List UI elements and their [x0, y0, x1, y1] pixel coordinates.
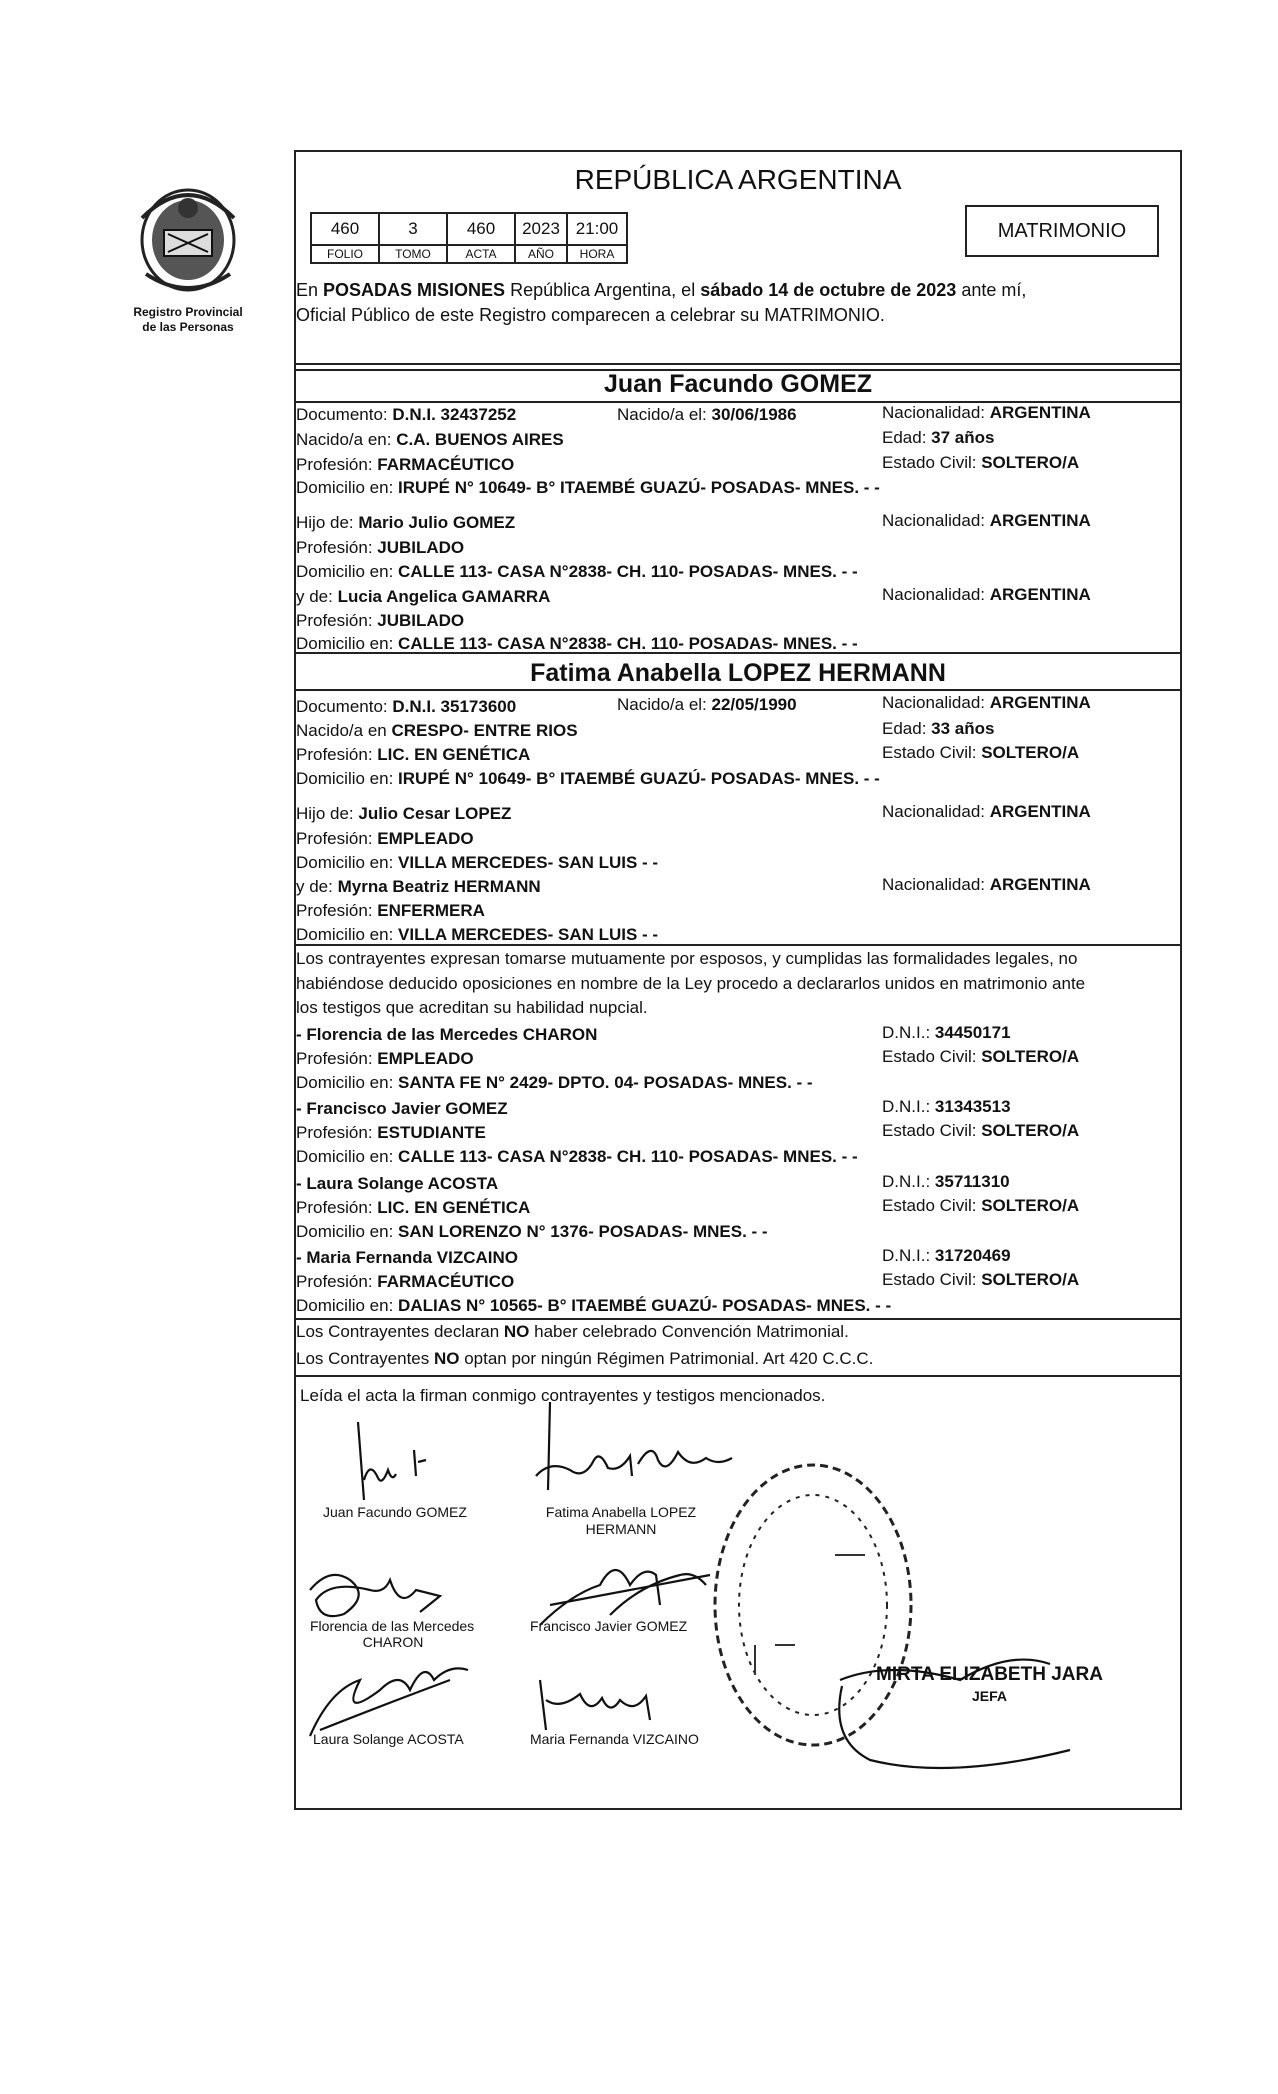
registry-name-line1: Registro Provincial	[133, 305, 243, 319]
groom-nationality: Nacionalidad: ARGENTINA	[882, 403, 1091, 422]
bride-profession: Profesión: LIC. EN GENÉTICA	[296, 745, 531, 764]
official-name: MIRTA ELIZABETH JARA	[876, 1664, 1103, 1685]
witness-2-dni: D.N.I.: 31343513	[882, 1097, 1011, 1116]
divider	[294, 363, 1182, 365]
record-acta: 460	[447, 213, 515, 245]
witness-4-dni: D.N.I.: 31720469	[882, 1246, 1011, 1265]
record-time: 21:00	[567, 213, 627, 245]
record-label-year: AÑO	[515, 245, 567, 263]
groom-mother-profession: Profesión: JUBILADO	[296, 611, 465, 630]
witness-2-profession: Profesión: ESTUDIANTE	[296, 1123, 486, 1142]
bride-name: Fatima Anabella LOPEZ HERMANN	[530, 659, 946, 687]
bride-age: Edad: 33 años	[882, 719, 995, 738]
bride-address: Domicilio en: IRUPÉ N° 10649- B° ITAEMBÉ GUAZÚ- POSADAS- MNES. - -	[296, 769, 880, 788]
witness-2-name: - Francisco Javier GOMEZ	[296, 1099, 508, 1118]
groom-father-profession: Profesión: JUBILADO	[296, 538, 465, 557]
groom-father-nationality: Nacionalidad: ARGENTINA	[882, 511, 1091, 530]
intro-line1: En POSADAS MISIONES República Argentina, el sábado 14 de octubre de 2023 ante mí,	[296, 280, 1027, 300]
country-title: REPÚBLICA ARGENTINA	[574, 164, 902, 195]
bride-mother-profession: Profesión: ENFERMERA	[296, 901, 485, 920]
witness-3-civil-status: Estado Civil: SOLTERO/A	[882, 1196, 1080, 1215]
groom-address: Domicilio en: IRUPÉ N° 10649- B° ITAEMBÉ GUAZÚ- POSADAS- MNES. - -	[296, 478, 880, 497]
registry-emblem	[128, 178, 248, 302]
record-table	[310, 212, 628, 264]
declaration-line3: los testigos que acreditan su habilidad nupcial.	[296, 998, 648, 1017]
witness-1-signature-label1: Florencia de las Mercedes	[310, 1618, 475, 1634]
official-title: JEFA	[972, 1688, 1008, 1704]
witness-4-name: - Maria Fernanda VIZCAINO	[296, 1248, 518, 1267]
record-label-time: HORA	[567, 245, 627, 263]
declaration-line2: habiéndose deducido oposiciones en nombre de la Ley procedo a declararlos unidos en matrimonio ante	[296, 974, 1086, 993]
groom-document: Documento: D.N.I. 32437252	[296, 405, 517, 424]
witness-3-profession: Profesión: LIC. EN GENÉTICA	[296, 1198, 531, 1217]
witness-3-signature-label: Laura Solange ACOSTA	[313, 1731, 464, 1747]
witness-1-civil-status: Estado Civil: SOLTERO/A	[882, 1047, 1080, 1066]
bride-father-address: Domicilio en: VILLA MERCEDES- SAN LUIS - -	[296, 853, 659, 872]
divider	[294, 689, 1182, 691]
witness-4-address: Domicilio en: DALIAS N° 10565- B° ITAEMBÉ GUAZÚ- POSADAS- MNES. - -	[296, 1296, 892, 1315]
closing-statement: Leída el acta la firman conmigo contrayentes y testigos mencionados.	[300, 1386, 826, 1405]
groom-birthplace: Nacido/a en: C.A. BUENOS AIRES	[296, 430, 564, 449]
witness-1-address: Domicilio en: SANTA FE N° 2429- DPTO. 04- POSADAS- MNES. - -	[296, 1073, 813, 1092]
divider	[294, 1375, 1182, 1377]
bride-nationality: Nacionalidad: ARGENTINA	[882, 693, 1091, 712]
witness-1-name: - Florencia de las Mercedes CHARON	[296, 1025, 598, 1044]
bride-signature-label1: Fatima Anabella LOPEZ	[545, 1504, 697, 1520]
bride-mother-nationality: Nacionalidad: ARGENTINA	[882, 875, 1091, 894]
bride-document: Documento: D.N.I. 35173600	[296, 697, 517, 716]
bride-mother: y de: Myrna Beatriz HERMANN	[296, 877, 541, 896]
witness-4-signature	[530, 1670, 670, 1740]
groom-name: Juan Facundo GOMEZ	[603, 370, 873, 398]
witness-1-dni: D.N.I.: 34450171	[882, 1023, 1011, 1042]
bride-father-nationality: Nacionalidad: ARGENTINA	[882, 802, 1091, 821]
witness-4-civil-status: Estado Civil: SOLTERO/A	[882, 1270, 1080, 1289]
registry-name-line2: de las Personas	[142, 320, 234, 334]
record-year: 2023	[515, 213, 567, 245]
bride-mother-address: Domicilio en: VILLA MERCEDES- SAN LUIS - -	[296, 925, 659, 944]
record-label-acta: ACTA	[447, 245, 515, 263]
convention-line1: Los Contrayentes declaran NO haber celebrado Convención Matrimonial.	[296, 1322, 849, 1341]
witness-4-signature-label: Maria Fernanda VIZCAINO	[530, 1731, 699, 1747]
divider	[294, 1318, 1182, 1320]
groom-mother-nationality: Nacionalidad: ARGENTINA	[882, 585, 1091, 604]
bride-birthdate: Nacido/a el: 22/05/1990	[617, 695, 797, 714]
witness-3-name: - Laura Solange ACOSTA	[296, 1174, 499, 1193]
bride-civil-status: Estado Civil: SOLTERO/A	[882, 743, 1080, 762]
record-label-tomo: TOMO	[379, 245, 447, 263]
witness-3-dni: D.N.I.: 35711310	[882, 1172, 1010, 1191]
bride-father: Hijo de: Julio Cesar LOPEZ	[296, 804, 512, 823]
record-label-folio: FOLIO	[311, 245, 379, 263]
witness-3-address: Domicilio en: SAN LORENZO N° 1376- POSADAS- MNES. - -	[296, 1222, 768, 1241]
intro-line2: Oficial Público de este Registro comparecen a celebrar su MATRIMONIO.	[296, 305, 885, 325]
record-tomo: 3	[379, 213, 447, 245]
declaration-line1: Los contrayentes expresan tomarse mutuamente por esposos, y cumplidas las formalidades legales, no	[296, 949, 1078, 968]
groom-mother: y de: Lucia Angelica GAMARRA	[296, 587, 551, 606]
groom-mother-address: Domicilio en: CALLE 113- CASA N°2838- CH. 110- POSADAS- MNES. - -	[296, 634, 858, 653]
bride-father-profession: Profesión: EMPLEADO	[296, 829, 474, 848]
witness-2-signature-label: Francisco Javier GOMEZ	[530, 1618, 688, 1634]
groom-signature-label: Juan Facundo GOMEZ	[323, 1504, 467, 1520]
witness-4-profession: Profesión: FARMACÉUTICO	[296, 1272, 515, 1291]
act-type-box: MATRIMONIO	[965, 205, 1159, 257]
official-seal	[695, 1455, 915, 1755]
witness-3-signature	[300, 1650, 480, 1740]
witness-2-address: Domicilio en: CALLE 113- CASA N°2838- CH. 110- POSADAS- MNES. - -	[296, 1147, 858, 1166]
witness-2-civil-status: Estado Civil: SOLTERO/A	[882, 1121, 1080, 1140]
groom-civil-status: Estado Civil: SOLTERO/A	[882, 453, 1080, 472]
convention-line2: Los Contrayentes NO optan por ningún Régimen Patrimonial. Art 420 C.C.C.	[296, 1349, 874, 1368]
groom-father: Hijo de: Mario Julio GOMEZ	[296, 513, 516, 532]
groom-birthdate: Nacido/a el: 30/06/1986	[617, 405, 797, 424]
record-folio: 460	[311, 213, 379, 245]
bride-birthplace: Nacido/a en CRESPO- ENTRE RIOS	[296, 721, 578, 740]
groom-profession: Profesión: FARMACÉUTICO	[296, 455, 515, 474]
groom-age: Edad: 37 años	[882, 428, 995, 447]
bride-signature-label2: HERMANN	[585, 1521, 657, 1537]
witness-1-signature-label2: CHARON	[362, 1634, 424, 1650]
witness-1-profession: Profesión: EMPLEADO	[296, 1049, 474, 1068]
groom-father-address: Domicilio en: CALLE 113- CASA N°2838- CH. 110- POSADAS- MNES. - -	[296, 562, 858, 581]
